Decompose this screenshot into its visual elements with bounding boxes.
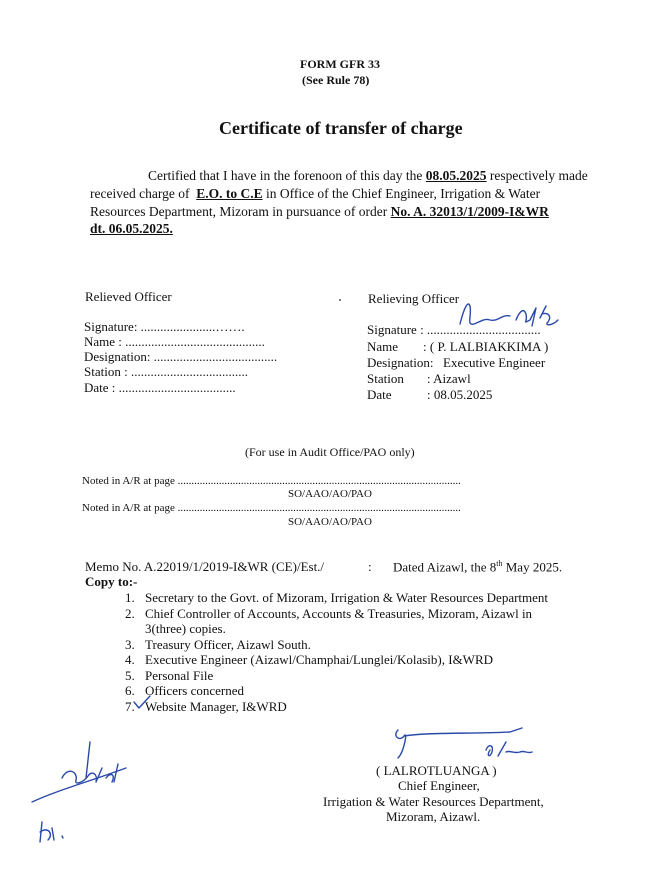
copy-to-label: Copy to:- bbox=[85, 574, 138, 589]
relieving-name: : ( P. LALBIAKKIMA ) bbox=[423, 339, 549, 354]
body-text: in Office of the Chief Engineer, Irrigation & Water bbox=[265, 186, 541, 201]
list-text: Treasury Officer, Aizawl South. bbox=[145, 636, 311, 652]
relieving-station-label: Station bbox=[367, 371, 404, 386]
list-number: 4. bbox=[125, 652, 135, 667]
relieving-date: : 08.05.2025 bbox=[427, 387, 493, 402]
memo-date-text: May 2025. bbox=[502, 559, 563, 575]
relieved-station: Station : .................................... bbox=[84, 364, 248, 379]
body-line-3 bbox=[90, 204, 549, 220]
list-item bbox=[125, 652, 548, 668]
relieved-name: Name : ........................................... bbox=[84, 334, 265, 349]
chief-engineer-signature-mark bbox=[390, 722, 540, 766]
relieving-designation: Executive Engineer bbox=[443, 355, 546, 370]
memo-colon: : bbox=[368, 559, 372, 574]
relieving-heading: Relieving Officer bbox=[368, 291, 460, 306]
list-item bbox=[125, 668, 548, 684]
audit-line-1: Noted in A/R at page ....................................................................................................... bbox=[82, 475, 461, 487]
charge-post: E.O. to C.E bbox=[196, 186, 263, 201]
list-number: 6. bbox=[125, 683, 135, 698]
relieved-designation: Designation: ...................................... bbox=[84, 349, 278, 364]
signatory-department: Irrigation & Water Resources Department, bbox=[323, 794, 544, 809]
relieving-date-label: Date bbox=[367, 387, 392, 402]
list-item bbox=[125, 699, 548, 715]
memo-number: Memo No. A.22019/1/2019-I&WR (CE)/Est./ bbox=[85, 559, 325, 574]
copy-list bbox=[125, 590, 548, 714]
body-line-1 bbox=[148, 168, 588, 184]
signatory-place: Mizoram, Aizawl. bbox=[386, 809, 481, 824]
list-item bbox=[125, 621, 548, 637]
form-number: FORM GFR 33 bbox=[300, 57, 380, 71]
initials-mark bbox=[36, 818, 76, 848]
list-item bbox=[125, 590, 548, 606]
list-item bbox=[125, 683, 548, 699]
relieving-designation-label: Designation: bbox=[367, 355, 434, 370]
relieved-heading: Relieved Officer bbox=[85, 289, 172, 304]
form-rule: (See Rule 78) bbox=[302, 73, 370, 87]
list-number: 1. bbox=[125, 590, 135, 605]
audit-office-1: SO/AAO/AO/PAO bbox=[288, 488, 372, 500]
relieved-signature: Signature: .......................……. bbox=[84, 319, 245, 334]
memo-date-text: Dated Aizawl, the 8 bbox=[393, 559, 497, 575]
list-text: Officers concerned bbox=[145, 683, 245, 698]
body-line-2 bbox=[90, 186, 540, 202]
relieving-name-label: Name bbox=[367, 339, 399, 354]
list-text: Chief Controller of Accounts, Accounts & Treasuries, Mizoram, Aizawl in bbox=[145, 605, 533, 621]
signatory-name: ( LALROTLUANGA ) bbox=[376, 763, 497, 778]
list-item bbox=[125, 606, 548, 622]
relieved-date: Date : .................................... bbox=[84, 380, 236, 395]
audit-office-2: SO/AAO/AO/PAO bbox=[288, 516, 372, 528]
list-text: Website Manager, I&WRD bbox=[145, 698, 287, 714]
list-text: Executive Engineer (Aizawl/Champhai/Lunglei/Kolasib), I&WRD bbox=[145, 652, 494, 667]
audit-heading: (For use in Audit Office/PAO only) bbox=[245, 445, 415, 459]
signatory-title: Chief Engineer, bbox=[398, 778, 480, 793]
relieving-signature: Signature : ................................... bbox=[367, 322, 541, 337]
body-text: received charge of bbox=[90, 186, 190, 201]
list-number: 2. bbox=[125, 605, 135, 621]
body-text: Resources Department, Mizoram in pursuance of order bbox=[90, 204, 388, 219]
charge-date: 08.05.2025 bbox=[425, 168, 487, 183]
list-text: Personal File bbox=[145, 667, 214, 683]
order-date: dt. 06.05.2025. bbox=[90, 221, 173, 236]
memo-date-suffix: th bbox=[496, 559, 503, 568]
receipt-signature-mark bbox=[28, 738, 138, 808]
list-text: 3(three) copies. bbox=[145, 621, 226, 636]
order-number: No. A. 32013/1/2009-I&WR bbox=[390, 204, 549, 219]
page-title: Certificate of transfer of charge bbox=[219, 118, 463, 138]
speck-mark bbox=[339, 299, 341, 301]
relieving-station: : Aizawl bbox=[427, 371, 471, 386]
audit-line-2: Noted in A/R at page ....................................................................................................... bbox=[82, 502, 461, 514]
tick-mark bbox=[132, 694, 152, 710]
list-number: 7. bbox=[125, 698, 135, 714]
relieving-signature-mark bbox=[440, 296, 580, 336]
body-text: respectively made bbox=[489, 168, 588, 183]
list-text: Secretary to the Govt. of Mizoram, Irrigation & Water Resources Department bbox=[145, 590, 549, 605]
list-item bbox=[125, 637, 548, 653]
list-number: 5. bbox=[125, 667, 135, 683]
memo-date bbox=[393, 559, 562, 575]
body-text: Certified that I have in the forenoon of this day the bbox=[148, 168, 423, 183]
list-number: 3. bbox=[125, 636, 135, 652]
